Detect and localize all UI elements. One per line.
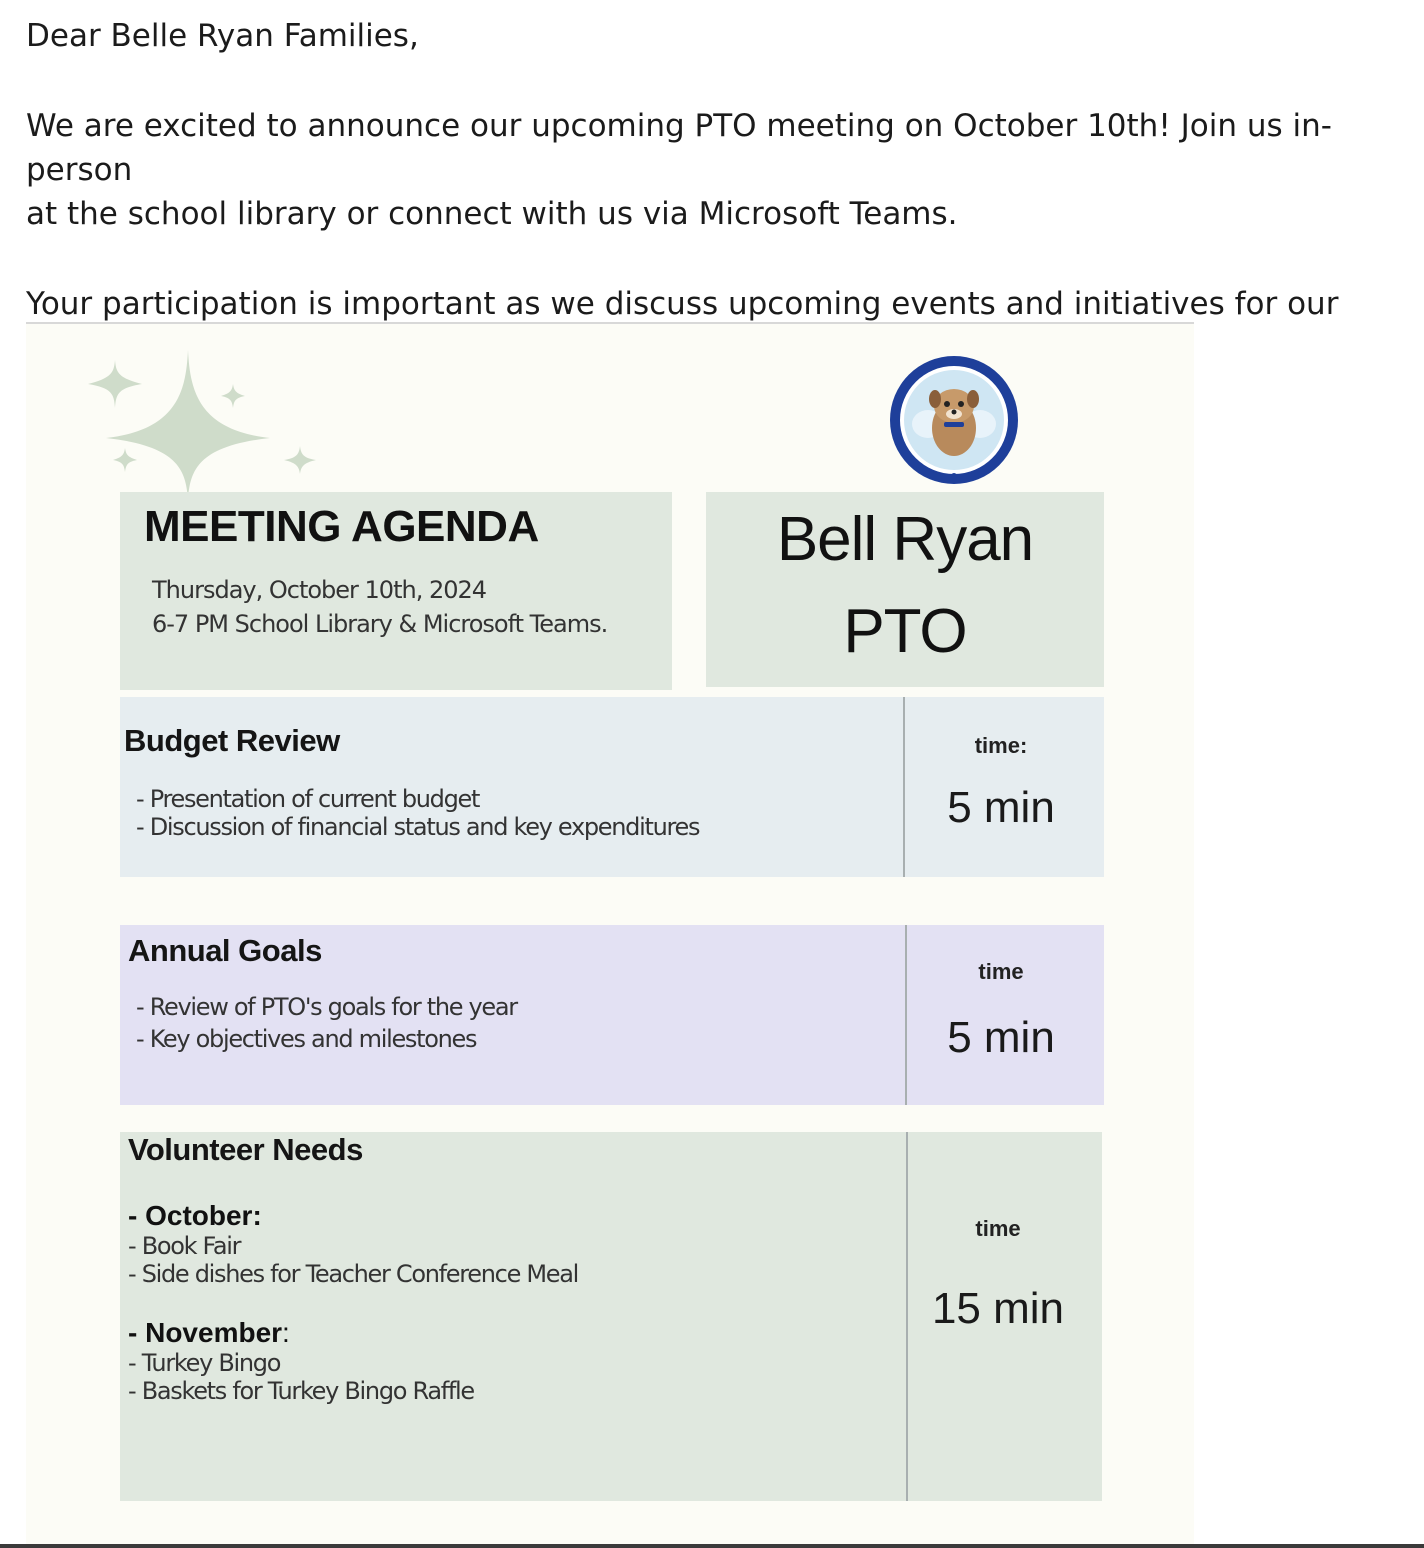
item-bullet: - Presentation of current budget <box>136 785 480 813</box>
volunteer-item: - Side dishes for Teacher Conference Meal <box>128 1260 579 1288</box>
agenda-title: MEETING AGENDA <box>144 502 539 551</box>
agenda-header <box>120 492 672 690</box>
meeting-location: 6-7 PM School Library & Microsoft Teams. <box>152 610 608 638</box>
agenda-item-volunteer-needs <box>120 1132 1102 1501</box>
time-value: 5 min <box>947 783 1055 832</box>
month-heading-november-suffix: : <box>282 1317 290 1348</box>
organization-pto: PTO <box>843 597 967 666</box>
item-bullet: - Key objectives and milestones <box>136 1025 477 1053</box>
volunteer-item: - Turkey Bingo <box>128 1349 281 1377</box>
time-value: 15 min <box>931 1284 1065 1333</box>
month-heading-november <box>128 1317 290 1349</box>
time-value: 5 min <box>947 1013 1055 1062</box>
month-heading-october: - October: <box>128 1200 262 1231</box>
month-heading-november-text: - November <box>128 1317 283 1348</box>
school-logo <box>888 354 1020 486</box>
time-label: time <box>975 1216 1021 1241</box>
time-label: time: <box>974 733 1028 758</box>
item-title: Budget Review <box>124 723 340 758</box>
volunteer-item: - Baskets for Turkey Bingo Raffle <box>128 1377 474 1405</box>
agenda-item-annual-goals <box>120 925 1104 1105</box>
item-bullet: - Discussion of financial status and key expenditures <box>136 813 700 841</box>
organization-name: Bell Ryan <box>776 505 1034 574</box>
item-title: Volunteer Needs <box>128 1132 363 1167</box>
item-title: Annual Goals <box>128 933 322 968</box>
email-paragraph-1-line-2: at the school library or connect with us via Microsoft Teams. <box>26 196 958 232</box>
organization-box <box>706 492 1104 687</box>
time-label: time <box>978 959 1024 984</box>
email-greeting: Dear Belle Ryan Families, <box>26 18 419 54</box>
email-paragraph-1-line-1: We are excited to announce our upcoming PTO meeting on October 10th! Join us in-person <box>26 108 1332 188</box>
meeting-date: Thursday, October 10th, 2024 <box>152 576 487 604</box>
sparkles-icon <box>80 350 330 500</box>
email-paragraph-2-line-1: Your participation is important as we discuss upcoming events and initiatives for our <box>26 286 1339 322</box>
item-bullet: - Review of PTO's goals for the year <box>136 993 517 1021</box>
agenda-item-budget-review <box>120 697 1104 877</box>
volunteer-item: - Book Fair <box>128 1232 241 1260</box>
bottom-rule <box>0 1544 1424 1548</box>
